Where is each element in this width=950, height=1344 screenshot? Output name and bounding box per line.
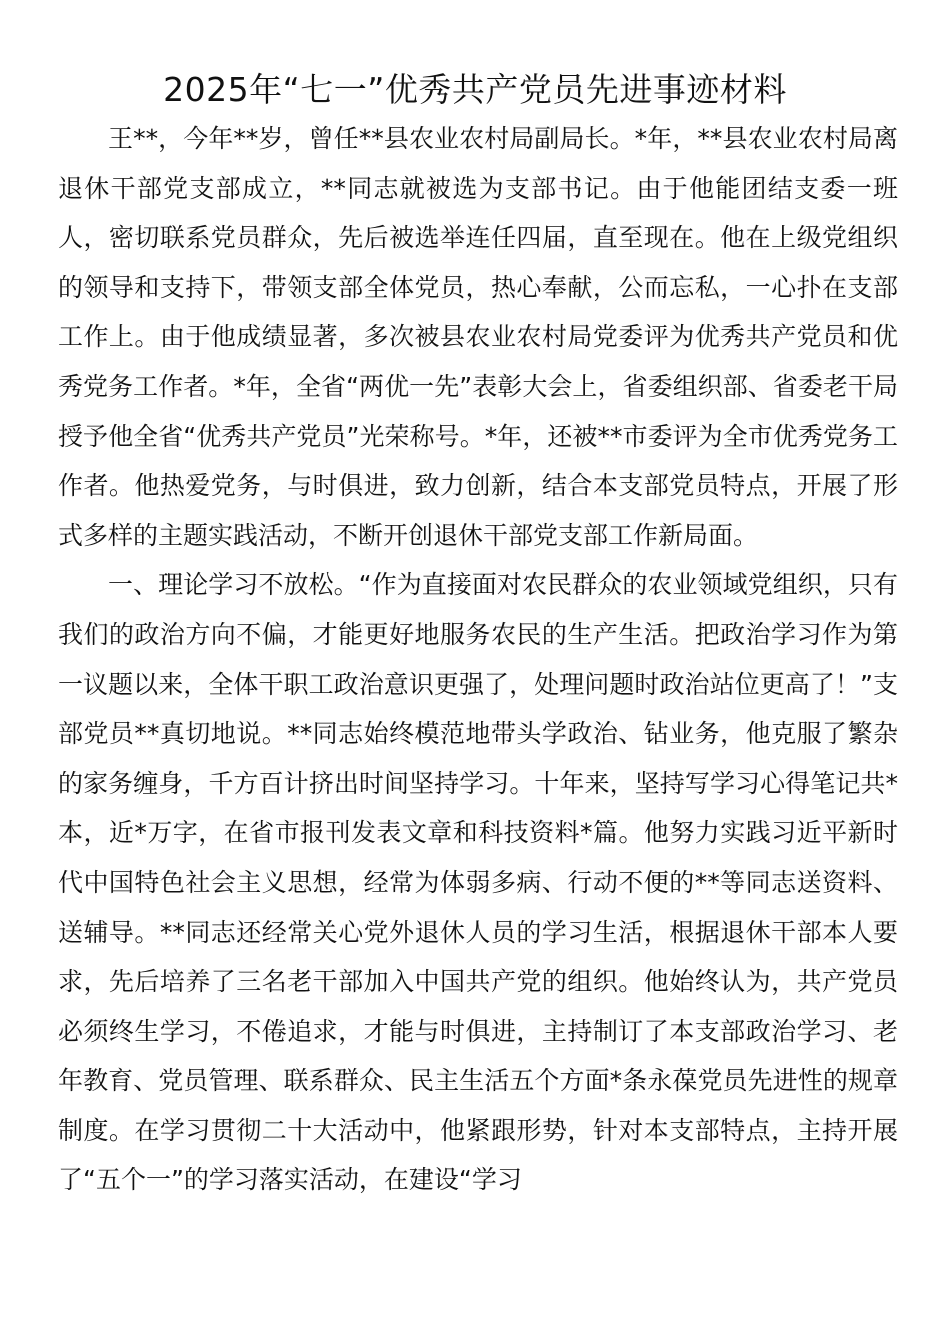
document-body xyxy=(58,114,898,1205)
paragraph-theory-study: 一、理论学习不放松。“作为直接面对农民群众的农业领域党组织，只有我们的政治方向不偏，才能更好地服务农民的生产生活。把政治学习作为第一议题以来，全体干职工政治意识更强了，处理问题时政治站位更高了！”支部党员**真切地说。**同志始终模范地带头学政治、钻业务，他克服了繁杂的家务缠身，千方百计挤出时间坚持学习。十年来，坚持写学习心得笔记共*本，近*万字，在省市报刊发表文章和科技资料*篇。他努力实践习近平新时代中国特色社会主义思想，经常为体弱多病、行动不便的**等同志送资料、送辅导。**同志还经常关心党外退休人员的学习生活，根据退休干部本人要求，先后培养了三名老干部加入中国共产党的组织。他始终认为，共产党员必须终生学习，不倦追求，才能与时俱进，主持制订了本支部政治学习、老年教育、党员管理、联系群众、民主生活五个方面*条永葆党员先进性的规章制度。在学习贯彻二十大活动中，他紧跟形势，针对本支部特点，主持开展了“五个一”的学习落实活动，在建设“学习 xyxy=(58,570,898,1195)
paragraph-intro: 王**，今年**岁，曾任**县农业农村局副局长。*年，**县农业农村局离退休干部党支部成立，**同志就被选为支部书记。由于他能团结支委一班人，密切联系党员群众，先后被选举连任四届，直至现在。他在上级党组织的领导和支持下，带领支部全体党员，热心奉献，公而忘私，一心扑在支部工作上。由于他成绩显著，多次被县农业农村局党委评为优秀共产党员和优秀党务工作者。*年，全省“两优一先”表彰大会上，省委组织部、省委老干局授予他全省“优秀共产党员”光荣称号。*年，还被**市委评为全市优秀党务工作者。他热爱党务，与时俱进，致力创新，结合本支部党员特点，开展了形式多样的主题实践活动，不断开创退休干部党支部工作新局面。 xyxy=(58,124,898,550)
document-title: 2025年“七一”优秀共产党员先进事迹材料 xyxy=(163,70,787,109)
